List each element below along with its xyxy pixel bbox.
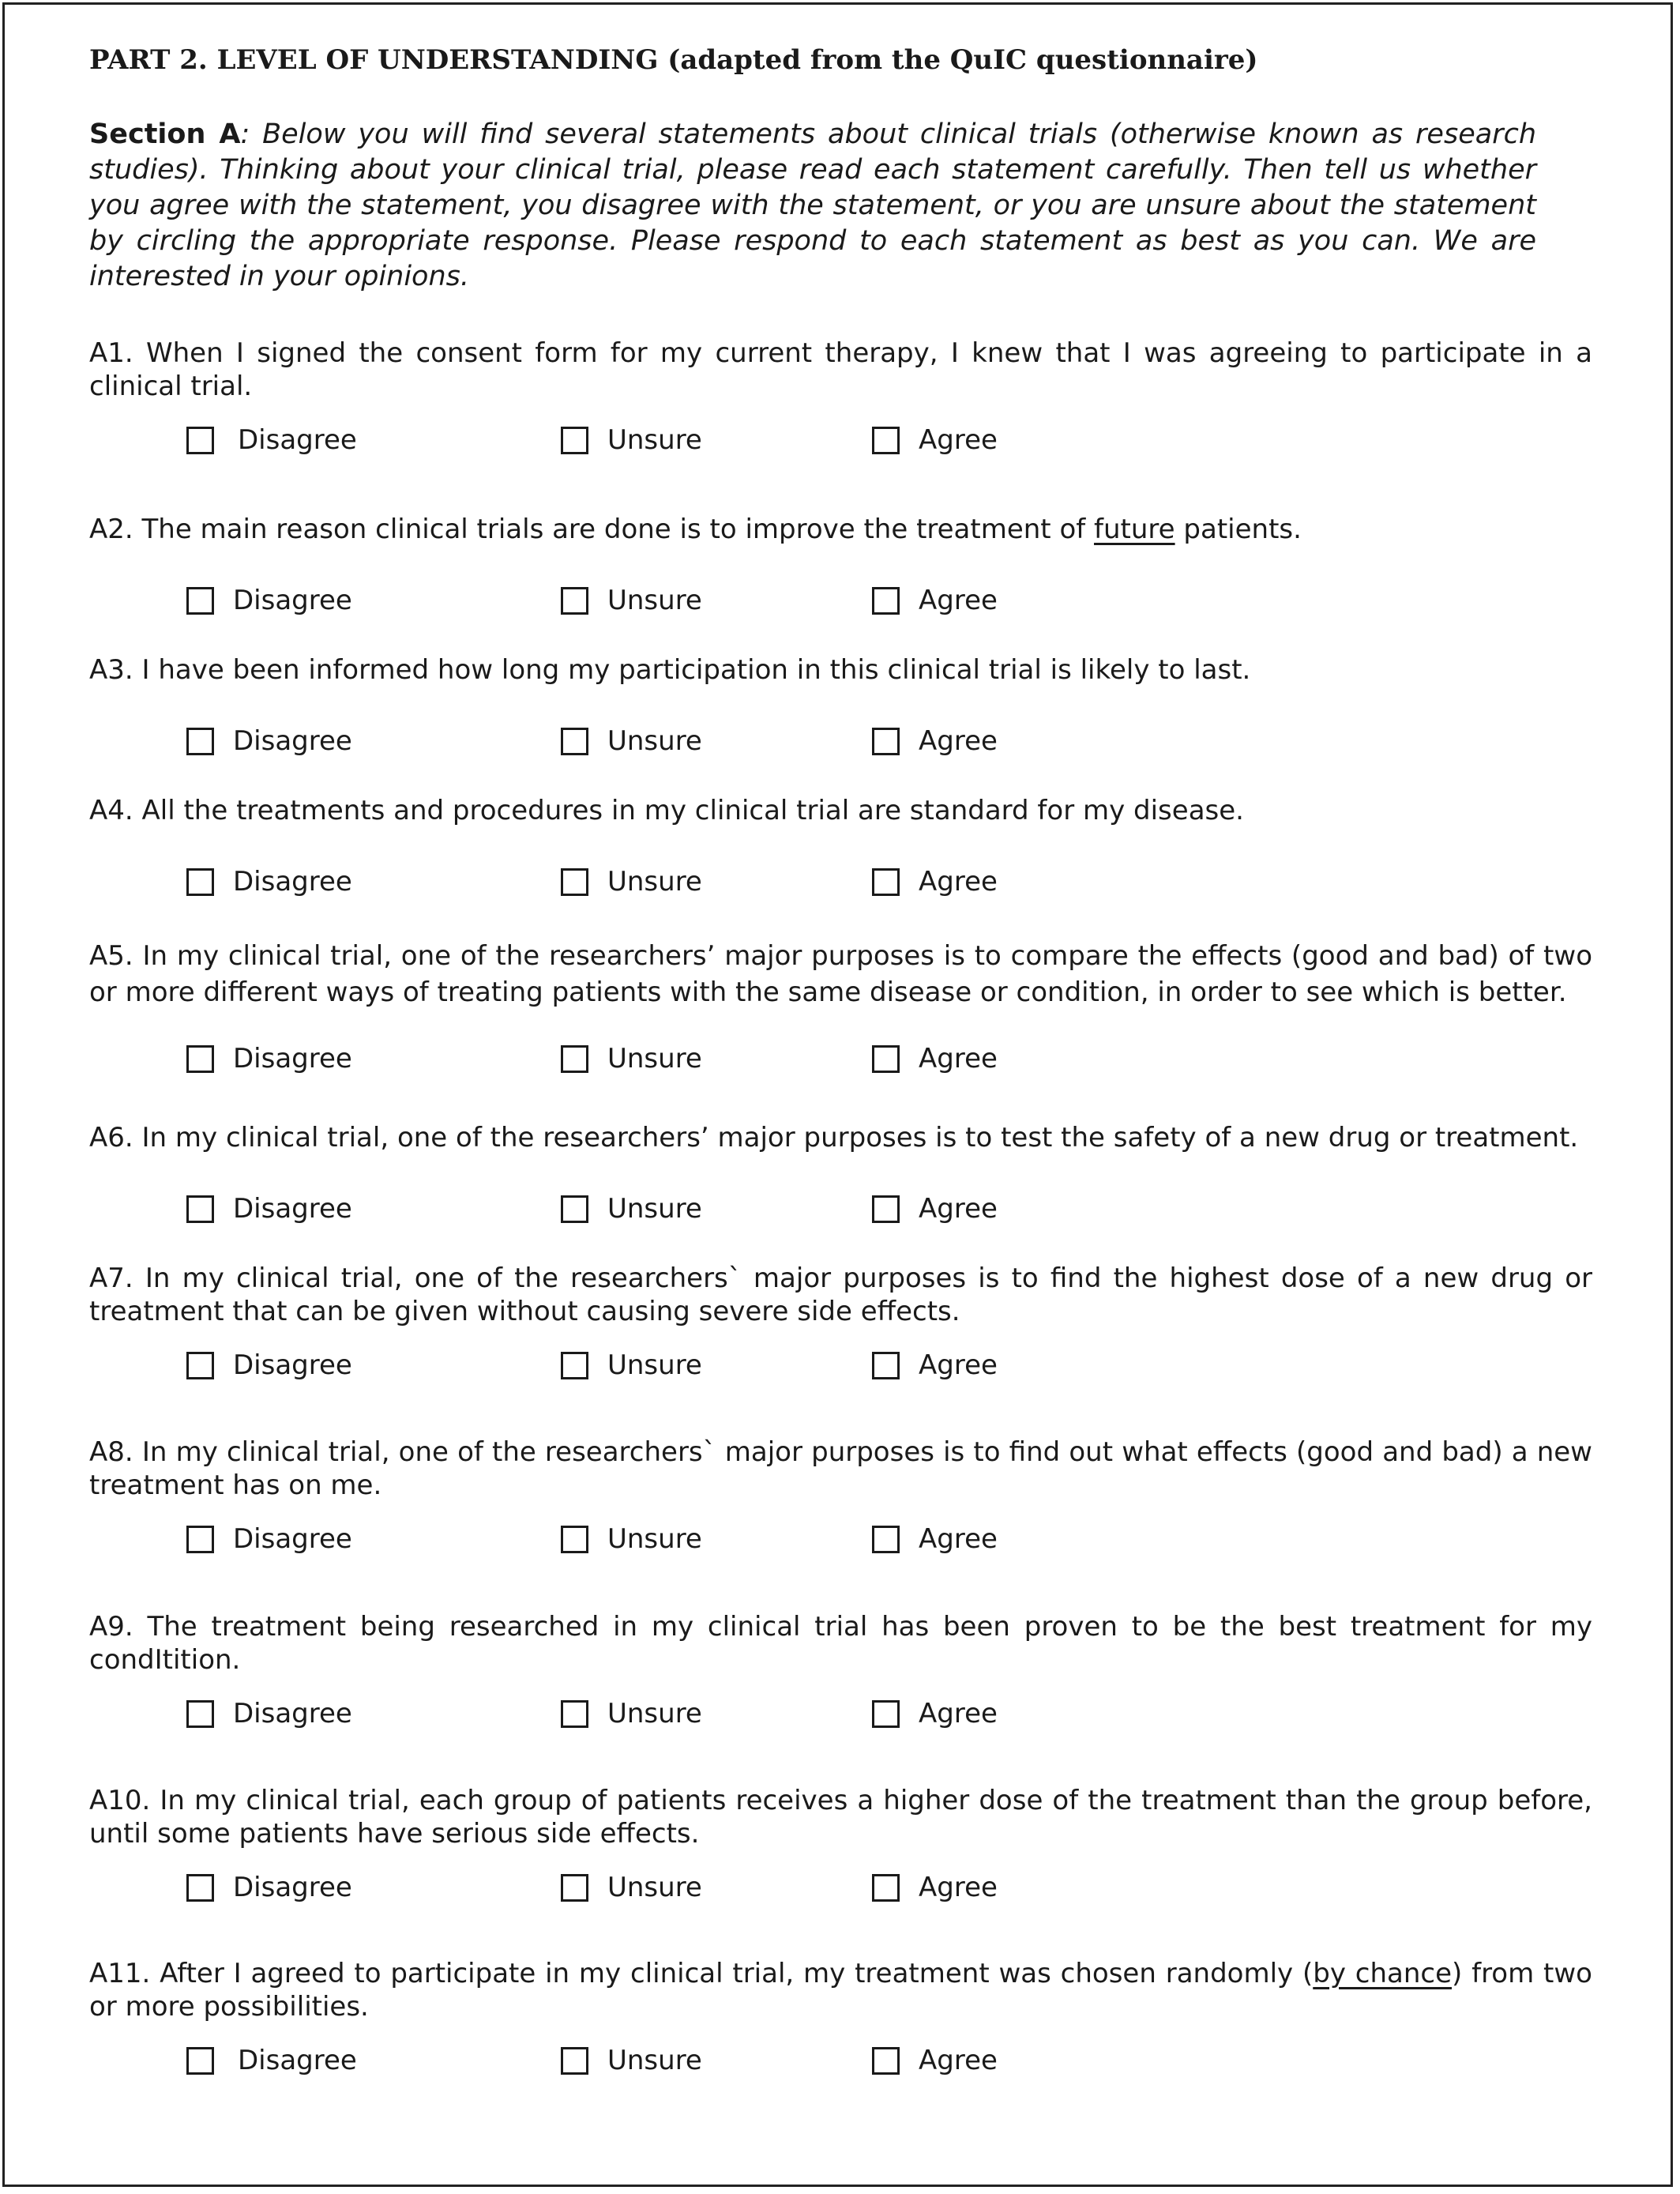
checkbox-icon[interactable] [872, 427, 900, 454]
checkbox-icon[interactable] [561, 587, 588, 615]
questionnaire-content [89, 43, 1592, 2076]
option-disagree[interactable] [186, 723, 352, 759]
response-options [89, 582, 1592, 619]
question-text: A7. In my clinical trial, one of the researchers` major purposes is to find the highest dose of a new drug or treatment that can be given without causing severe side effects. [89, 1263, 1592, 1327]
checkbox-icon[interactable] [561, 427, 588, 454]
option-label: Unsure [607, 1872, 702, 1903]
option-agree[interactable] [872, 422, 998, 458]
option-unsure[interactable] [561, 1869, 702, 1906]
option-label: Unsure [607, 1349, 702, 1381]
option-agree[interactable] [872, 723, 998, 759]
question-a5 [89, 938, 1592, 1077]
response-options [89, 723, 1592, 759]
option-label: Unsure [607, 725, 702, 757]
checkbox-icon[interactable] [186, 587, 214, 615]
response-options [89, 1191, 1592, 1227]
question-text: A1. When I signed the consent form for my current therapy, I knew that I was agreeing to participate in a clinical trial. [89, 337, 1592, 402]
checkbox-icon[interactable] [872, 1195, 900, 1223]
option-unsure[interactable] [561, 2042, 702, 2079]
checkbox-icon[interactable] [186, 868, 214, 896]
checkbox-icon[interactable] [561, 868, 588, 896]
underlined-phrase: by chance [1313, 1958, 1453, 1989]
option-agree[interactable] [872, 582, 998, 619]
option-label: Disagree [233, 1043, 352, 1074]
option-label: Unsure [607, 585, 702, 616]
checkbox-icon[interactable] [872, 868, 900, 896]
checkbox-icon[interactable] [872, 587, 900, 615]
checkbox-icon[interactable] [561, 728, 588, 755]
question-text: A11. After I agreed to participate in my clinical trial, my treatment was chosen randomly (by chance) from two or more possibilities. [89, 1958, 1592, 2023]
option-agree[interactable] [872, 1191, 998, 1227]
checkbox-icon[interactable] [872, 1045, 900, 1073]
question-text: A3. I have been informed how long my participation in this clinical trial is likely to last. [89, 654, 1251, 686]
option-unsure[interactable] [561, 1041, 702, 1077]
checkbox-icon[interactable] [561, 1874, 588, 1902]
option-label: Agree [919, 585, 998, 616]
option-disagree[interactable] [186, 2042, 357, 2079]
option-label: Disagree [238, 424, 357, 456]
checkbox-icon[interactable] [186, 1195, 214, 1223]
checkbox-icon[interactable] [186, 728, 214, 755]
checkbox-icon[interactable] [872, 1526, 900, 1553]
underlined-word: future [1094, 514, 1175, 545]
option-agree[interactable] [872, 1521, 998, 1557]
question-a4 [89, 794, 1592, 900]
question-a6 [89, 1121, 1592, 1227]
question-a11 [89, 1957, 1592, 2079]
checkbox-icon[interactable] [186, 1874, 214, 1902]
option-agree[interactable] [872, 864, 998, 900]
option-label: Unsure [607, 1043, 702, 1074]
option-label: Agree [919, 424, 998, 456]
option-disagree[interactable] [186, 1347, 352, 1383]
checkbox-icon[interactable] [186, 2047, 214, 2075]
option-label: Disagree [233, 1349, 352, 1381]
checkbox-icon[interactable] [872, 1874, 900, 1902]
response-options [89, 1521, 1592, 1557]
option-unsure[interactable] [561, 422, 702, 458]
option-agree[interactable] [872, 2042, 998, 2079]
question-text: A9. The treatment being researched in my clinical trial has been proven to be the best treatment for my condItition. [89, 1611, 1592, 1676]
checkbox-icon[interactable] [186, 427, 214, 454]
checkbox-icon[interactable] [561, 1045, 588, 1073]
option-label: Disagree [233, 585, 352, 616]
option-label: Disagree [233, 1193, 352, 1225]
option-agree[interactable] [872, 1695, 998, 1732]
option-label: Unsure [607, 2045, 702, 2076]
response-options [89, 422, 1592, 458]
option-label: Disagree [233, 866, 352, 898]
checkbox-icon[interactable] [872, 728, 900, 755]
section-label: Section A [89, 119, 241, 150]
option-agree[interactable] [872, 1041, 998, 1077]
option-label: Unsure [607, 1193, 702, 1225]
checkbox-icon[interactable] [561, 1352, 588, 1379]
question-a9 [89, 1610, 1592, 1732]
question-a2 [89, 513, 1592, 619]
checkbox-icon[interactable] [186, 1352, 214, 1379]
option-unsure[interactable] [561, 1191, 702, 1227]
checkbox-icon[interactable] [872, 1700, 900, 1728]
option-label: Disagree [233, 1523, 352, 1555]
part-title: PART 2. LEVEL OF UNDERSTANDING (adapted from the QuIC questionnaire) [89, 44, 1258, 76]
checkbox-icon[interactable] [561, 2047, 588, 2075]
question-text: A5. In my clinical trial, one of the researchers’ major purposes is to compare the effects (good and bad) of two or more different ways of treating patients with the same disease or condition, in order to see which is better. [89, 940, 1592, 1008]
option-disagree[interactable] [186, 1521, 352, 1557]
section-a-instructions [89, 117, 1536, 295]
option-label: Agree [919, 1349, 998, 1381]
checkbox-icon[interactable] [186, 1526, 214, 1553]
option-label: Disagree [233, 1872, 352, 1903]
question-a7 [89, 1262, 1592, 1383]
response-options [89, 1347, 1592, 1383]
option-unsure[interactable] [561, 864, 702, 900]
question-text: A2. The main reason clinical trials are done is to improve the treatment of future patients. [89, 514, 1302, 545]
checkbox-icon[interactable] [561, 1526, 588, 1553]
question-text: A10. In my clinical trial, each group of patients receives a higher dose of the treatment than the group before, until some patients have serious side effects. [89, 1785, 1592, 1850]
checkbox-icon[interactable] [186, 1045, 214, 1073]
option-label: Disagree [233, 1698, 352, 1729]
section-instructions-text: : Below you will find several statements about clinical trials (otherwise known as research studies). Thinking about your clinical trial, please read each statement carefully. Then tell us whether you agree with the statement, you disagree with the statement, or you are unsure about the statement by circling the appropriate response. Please respond to each statement as best as you can. We are interested in your opinions. [89, 119, 1536, 292]
option-label: Disagree [233, 725, 352, 757]
option-disagree[interactable] [186, 1041, 352, 1077]
option-disagree[interactable] [186, 422, 357, 458]
response-options [89, 1869, 1592, 1906]
response-options [89, 864, 1592, 900]
option-label: Unsure [607, 424, 702, 456]
question-a3 [89, 653, 1592, 759]
option-disagree[interactable] [186, 1869, 352, 1906]
checkbox-icon[interactable] [186, 1700, 214, 1728]
option-label: Unsure [607, 1698, 702, 1729]
option-agree[interactable] [872, 1347, 998, 1383]
option-label: Agree [919, 1523, 998, 1555]
option-label: Agree [919, 1698, 998, 1729]
option-disagree[interactable] [186, 1191, 352, 1227]
question-a8 [89, 1436, 1592, 1557]
option-label: Unsure [607, 866, 702, 898]
option-disagree[interactable] [186, 864, 352, 900]
option-label: Agree [919, 2045, 998, 2076]
response-options [89, 2042, 1592, 2079]
option-unsure[interactable] [561, 582, 702, 619]
option-label: Agree [919, 1043, 998, 1074]
response-options [89, 1695, 1592, 1732]
option-label: Disagree [238, 2045, 357, 2076]
option-disagree[interactable] [186, 582, 352, 619]
question-a1 [89, 337, 1592, 458]
checkbox-icon[interactable] [872, 1352, 900, 1379]
checkbox-icon[interactable] [872, 2047, 900, 2075]
option-unsure[interactable] [561, 1521, 702, 1557]
checkbox-icon[interactable] [561, 1195, 588, 1223]
question-a10 [89, 1784, 1592, 1906]
option-label: Agree [919, 866, 998, 898]
question-text: A8. In my clinical trial, one of the researchers` major purposes is to find out what effects (good and bad) a new treatment has on me. [89, 1436, 1592, 1501]
option-label: Unsure [607, 1523, 702, 1555]
question-text: A6. In my clinical trial, one of the researchers’ major purposes is to test the safety of a new drug or treatment. [89, 1122, 1579, 1153]
option-disagree[interactable] [186, 1695, 352, 1732]
option-unsure[interactable] [561, 1695, 702, 1732]
checkbox-icon[interactable] [561, 1700, 588, 1728]
option-unsure[interactable] [561, 723, 702, 759]
option-label: Agree [919, 1193, 998, 1225]
question-text: A4. All the treatments and procedures in my clinical trial are standard for my disease. [89, 795, 1244, 826]
option-label: Agree [919, 725, 998, 757]
option-unsure[interactable] [561, 1347, 702, 1383]
response-options [89, 1041, 1592, 1077]
option-agree[interactable] [872, 1869, 998, 1906]
option-label: Agree [919, 1872, 998, 1903]
